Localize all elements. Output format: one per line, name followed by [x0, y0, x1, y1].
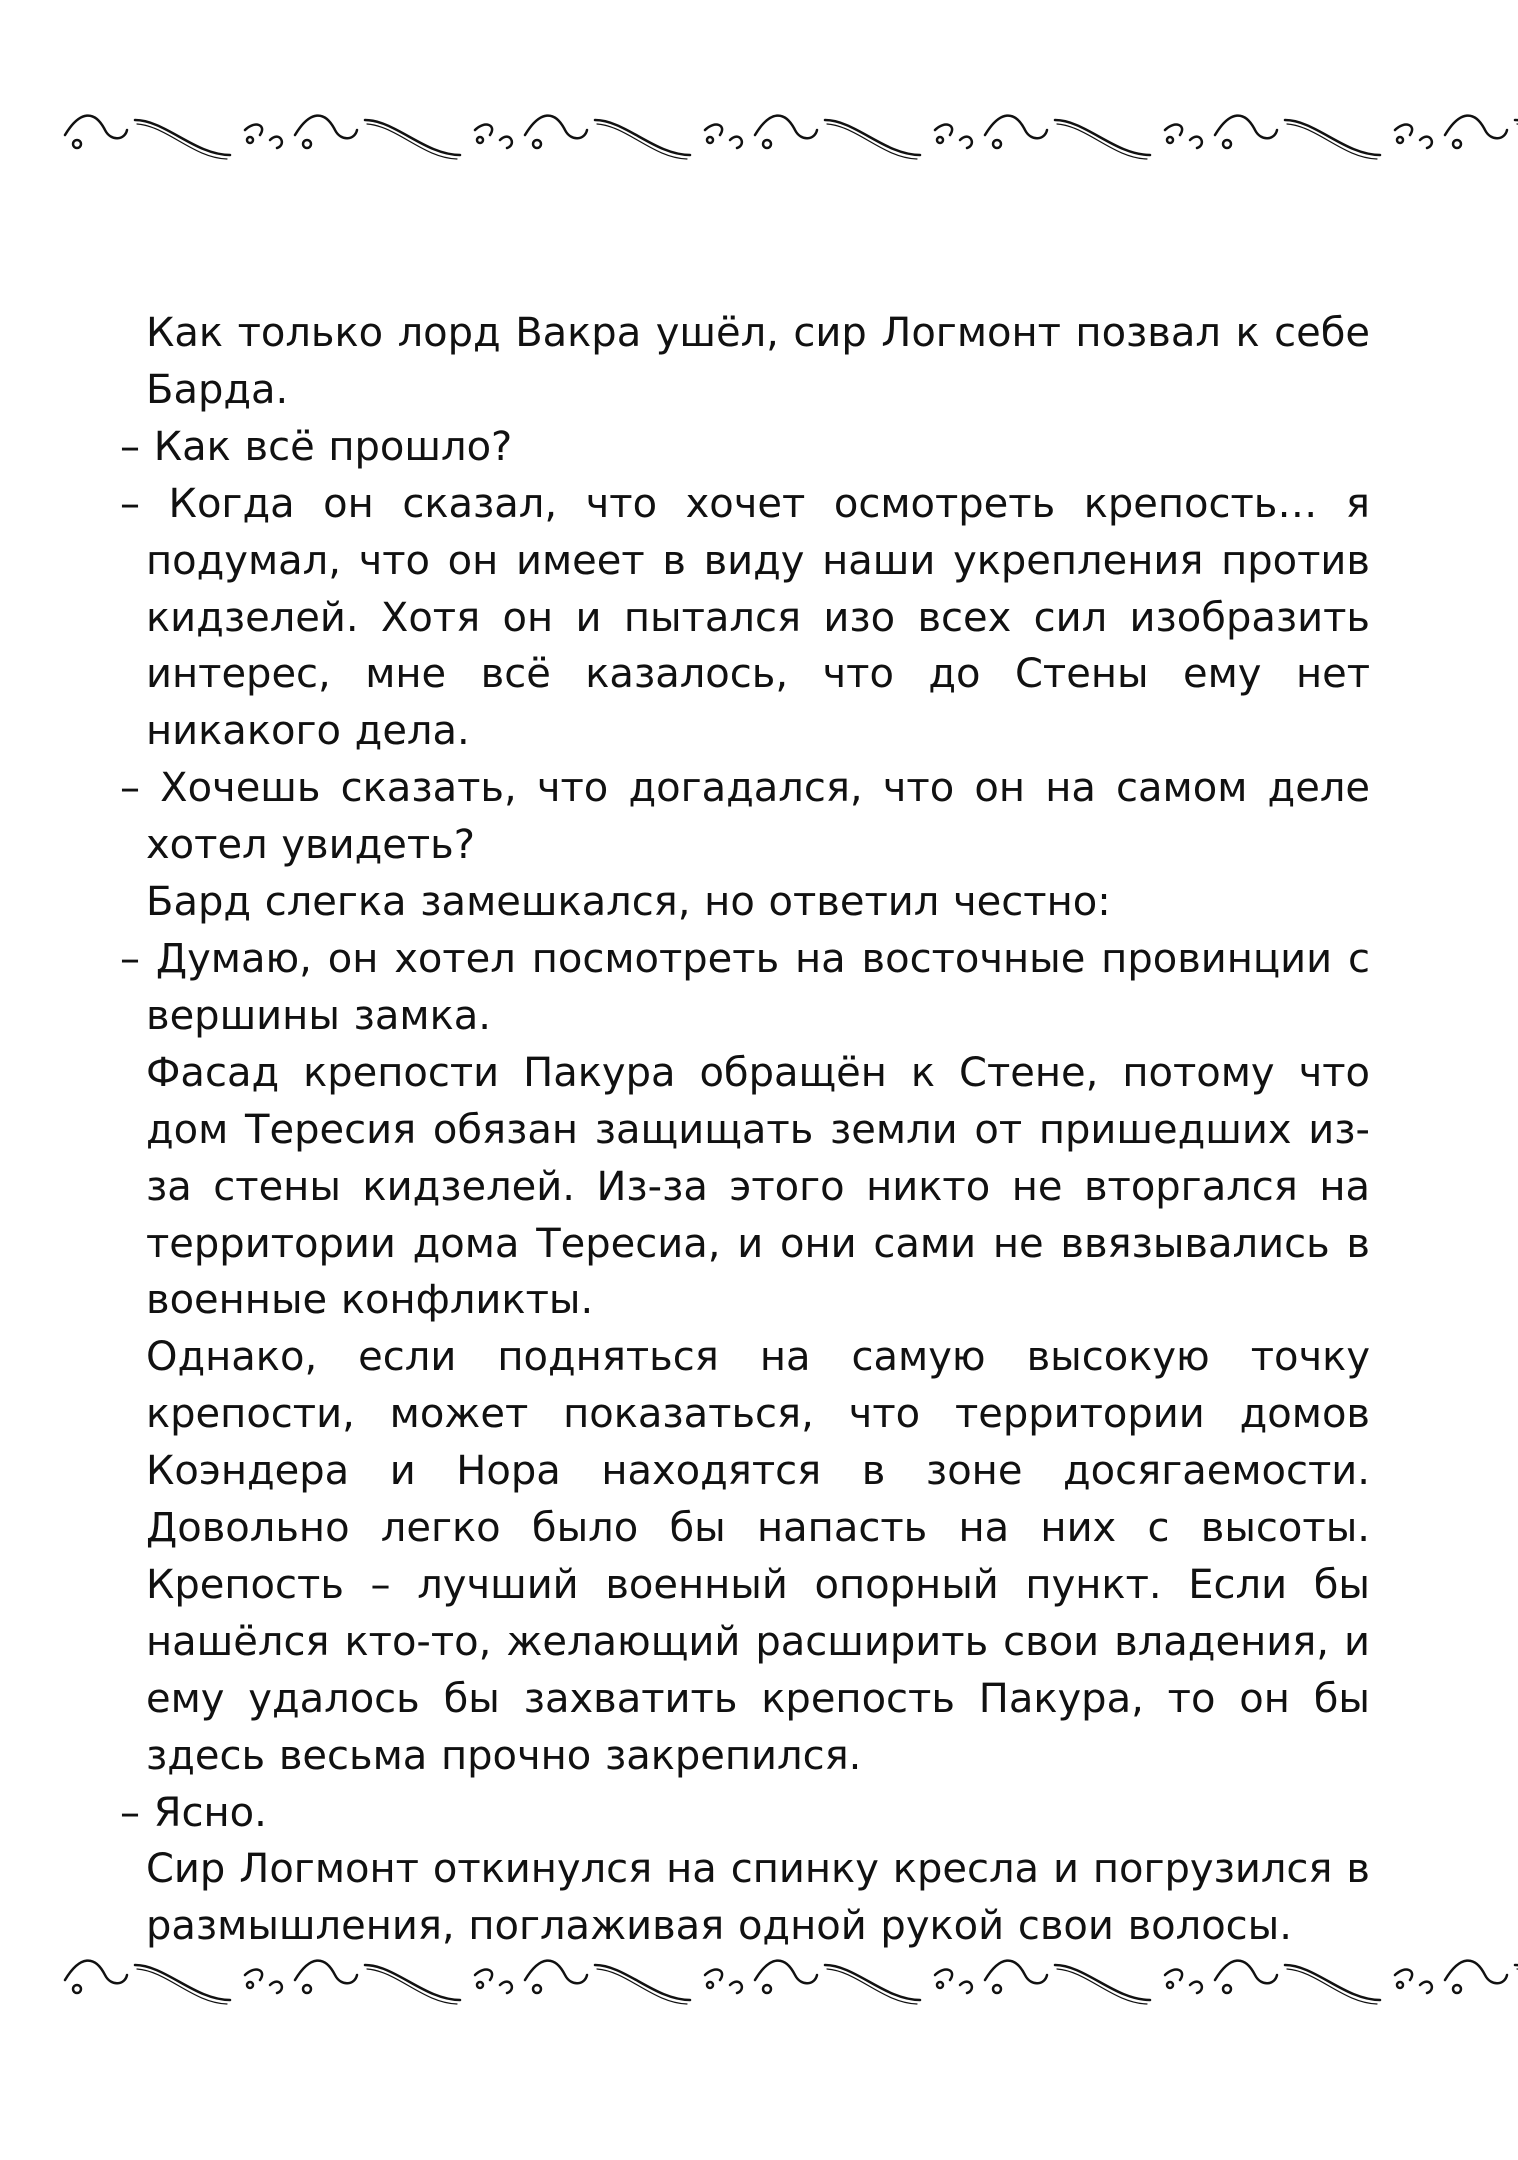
page-text — [120, 305, 1370, 1955]
paragraph-10: Сир Логмонт откинулся на спинку кресла и погрузился в размышления, поглаживая одной рукой свои волосы. — [146, 1846, 1370, 1950]
paragraph-5: Бард слегка замешкался, но ответил честно: — [146, 879, 1111, 926]
paragraph-2: – Как всё прошло? — [120, 423, 513, 470]
paragraph-8: Однако, если подняться на самую высокую точку крепости, может показаться, что территории домов Коэндера и Нора находятся в зоне досягаемости. Довольно легко было бы напасть на них с высоты. Крепость – лучший военный опорный пункт. Если бы нашёлся кто-то, желающий расширить свои владения, и ему удалось бы захватить крепость Пакура, то он бы здесь весьма прочно закрепился. — [146, 1334, 1370, 1779]
ornament-pattern-top — [65, 116, 1518, 159]
paragraph-6: – Думаю, он хотел посмотреть на восточные провинции с вершины замка. — [120, 935, 1370, 1039]
ornamental-border-top — [55, 100, 1518, 170]
paragraph-4: – Хочешь сказать, что догадался, что он на самом деле хотел увидеть? — [120, 765, 1370, 869]
paragraph-1: Как только лорд Вакра ушёл, сир Логмонт позвал к себе Барда. — [146, 310, 1370, 413]
ornament-pattern-bottom — [65, 1961, 1518, 2004]
paragraph-3: – Когда он сказал, что хочет осмотреть крепость… я подумал, что он имеет в виду наши укрепления против кидзелей. Хотя он и пытался изо всех сил изобразить интерес, мне всё казалось, что до Стены ему нет никакого дела. — [120, 480, 1370, 755]
paragraph-9: – Ясно. — [120, 1789, 267, 1836]
ornamental-border-bottom — [55, 1945, 1518, 2015]
paragraph-7: Фасад крепости Пакура обращён к Стене, потому что дом Тересия обязан защищать земли от пришедших из-за стены кидзелей. Из-за этого никто не вторгался на территории дома Тересиа, и они сами не ввязывались в военные конфликты. — [146, 1049, 1370, 1324]
